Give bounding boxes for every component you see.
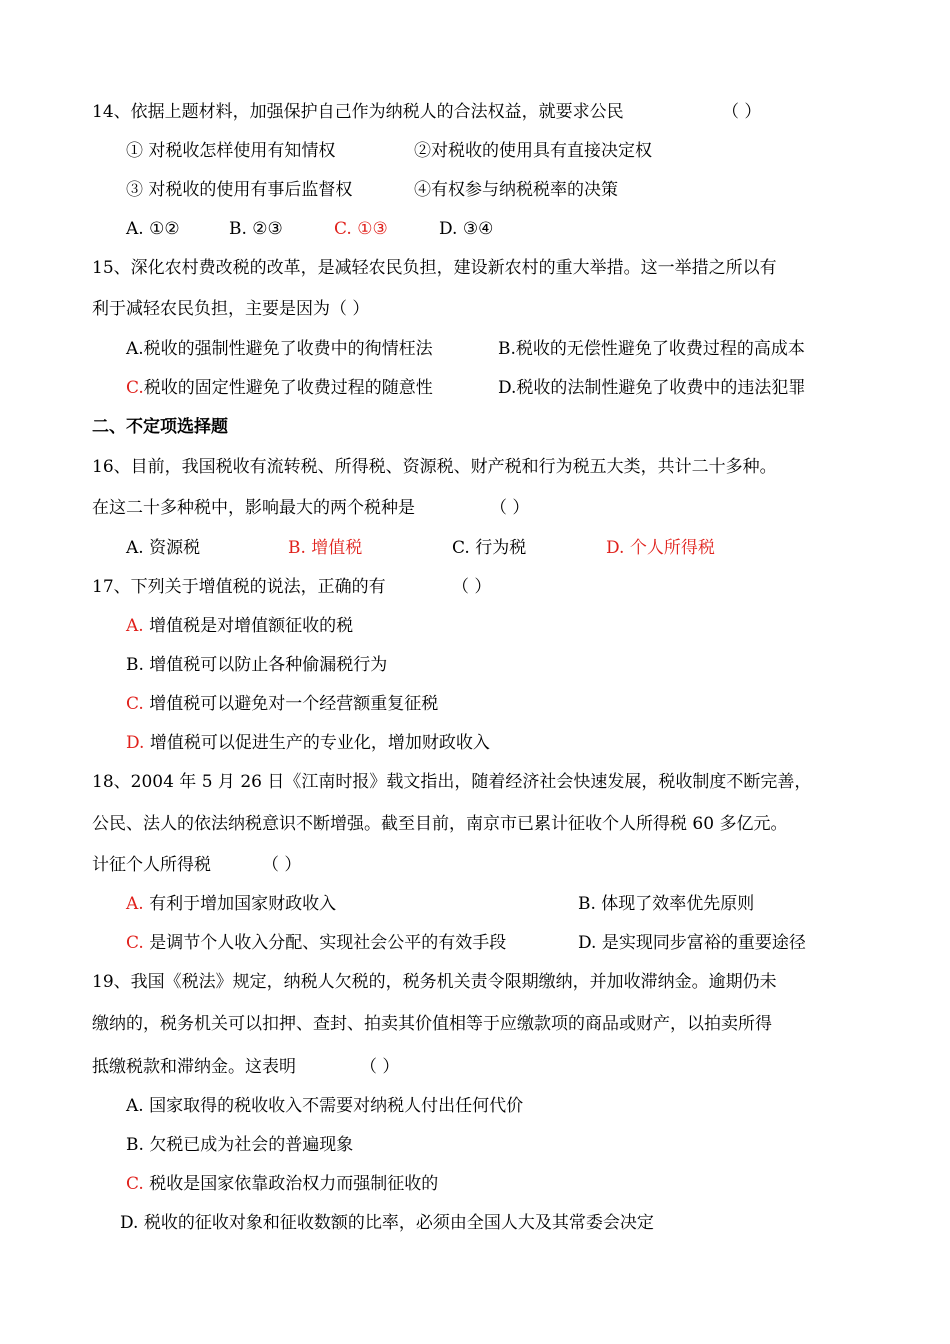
q15-stem-line1: 15、深化农村费改税的改革，是减轻农民负担，建设新农村的重大举措。这一举措之所以有: [92, 258, 777, 278]
q16-option-b: B. 增值税: [288, 538, 363, 558]
q19-option-c-letter: C.: [126, 1174, 144, 1194]
q19-stem-line1: 19、我国《税法》规定，纳税人欠税的，税务机关责令限期缴纳，并加收滞纳金。逾期仍未: [92, 972, 777, 992]
q19-option-b: B. 欠税已成为社会的普遍现象: [126, 1135, 354, 1155]
q18-bracket: （ ）: [262, 855, 302, 875]
q18-option-d: D. 是实现同步富裕的重要途径: [578, 933, 806, 953]
q16-stem-line1: 16、目前，我国税收有流转税、所得税、资源税、财产税和行为税五大类，共计二十多种。: [92, 457, 777, 477]
q15-option-a: A.税收的强制性避免了收费中的徇情枉法: [126, 339, 433, 359]
q19-option-a: A. 国家取得的税收收入不需要对纳税人付出任何代价: [126, 1096, 524, 1116]
q17-option-b: B. 增值税可以防止各种偷漏税行为: [126, 655, 388, 675]
q18-stem-line1: 18、2004 年 5 月 26 日《江南时报》载文指出，随着经济社会快速发展，税收制度不断完善，: [92, 772, 812, 792]
q17-option-c: [126, 693, 438, 715]
q18-option-c-letter: C.: [126, 933, 144, 953]
q18-option-a-letter: A.: [126, 894, 144, 914]
q16-option-d: D. 个人所得税: [606, 538, 715, 558]
q18-option-a: [126, 893, 336, 915]
q14-statement-3: ③ 对税收的使用有事后监督权: [126, 180, 353, 200]
q14-option-b: B. ②③: [229, 219, 283, 239]
q14-statement-4: ④有权参与纳税税率的决策: [414, 180, 618, 200]
q17-bracket: （ ）: [452, 577, 492, 597]
q16-option-a: A. 资源税: [126, 538, 201, 558]
q18-option-a-text: 有利于增加国家财政收入: [149, 894, 337, 914]
q17-option-c-text: 增值税可以避免对一个经营额重复征税: [149, 694, 439, 714]
q15-option-b: B.税收的无偿性避免了收费过程的高成本: [498, 339, 805, 359]
q16-option-c: C. 行为税: [452, 538, 527, 558]
q18-option-c-text: 是调节个人收入分配、实现社会公平的有效手段: [149, 933, 507, 953]
q14-statement-1: ① 对税收怎样使用有知情权: [126, 141, 336, 161]
q15-option-c-text: 税收的固定性避免了收费过程的随意性: [143, 378, 433, 398]
q19-stem-line2: 缴纳的，税务机关可以扣押、查封、拍卖其价值相等于应缴款项的商品或财产，以拍卖所得: [92, 1014, 772, 1034]
q18-option-c: [126, 932, 506, 954]
q17-option-a: [126, 615, 353, 637]
section-title: 二、不定项选择题: [92, 417, 228, 437]
q17-option-c-letter: C.: [126, 694, 144, 714]
q14-stem-text: 14、依据上题材料，加强保护自己作为纳税人的合法权益，就要求公民: [92, 102, 624, 122]
q18-stem-line2: 公民、法人的依法纳税意识不断增强。截至目前，南京市已累计征收个人所得税 60 多亿元。: [92, 814, 788, 834]
q16-stem-line2: 在这二十多种税中，影响最大的两个税种是: [92, 498, 415, 518]
q19-bracket: （ ）: [360, 1057, 400, 1077]
q18-option-b: B. 体现了效率优先原则: [578, 894, 755, 914]
q15-stem-line2: 利于减轻农民负担，主要是因为（ ）: [92, 299, 370, 319]
q19-option-c-text: 税收是国家依靠政治权力而强制征收的: [149, 1174, 439, 1194]
q15-option-c-letter: C.: [126, 378, 144, 398]
q19-stem-line3: 抵缴税款和滞纳金。这表明: [92, 1057, 296, 1077]
q17-stem: 17、下列关于增值税的说法，正确的有: [92, 577, 386, 597]
q14-statement-2: ②对税收的使用具有直接决定权: [414, 141, 652, 161]
q14-bracket: （ ）: [722, 102, 762, 122]
q14-option-c: C. ①③: [334, 219, 388, 239]
q17-option-a-text: 增值税是对增值额征收的税: [149, 616, 354, 636]
q19-option-c: [126, 1173, 438, 1195]
q15-option-d: D.税收的法制性避免了收费中的违法犯罪: [498, 378, 806, 398]
q17-option-d-text: 增值税可以促进生产的专业化，增加财政收入: [149, 733, 490, 753]
q14-stem: [92, 101, 624, 123]
q18-stem-line3: 计征个人所得税: [92, 855, 211, 875]
q16-bracket: （ ）: [490, 498, 530, 518]
q17-option-d: [126, 732, 490, 754]
q15-option-c: [126, 377, 433, 399]
q19-option-d: D. 税收的征收对象和征收数额的比率，必须由全国人大及其常委会决定: [120, 1213, 654, 1233]
q14-option-a: A. ①②: [126, 219, 180, 239]
q17-option-d-letter: D.: [126, 733, 145, 753]
q17-option-a-letter: A.: [126, 616, 144, 636]
q14-option-d: D. ③④: [439, 219, 494, 239]
